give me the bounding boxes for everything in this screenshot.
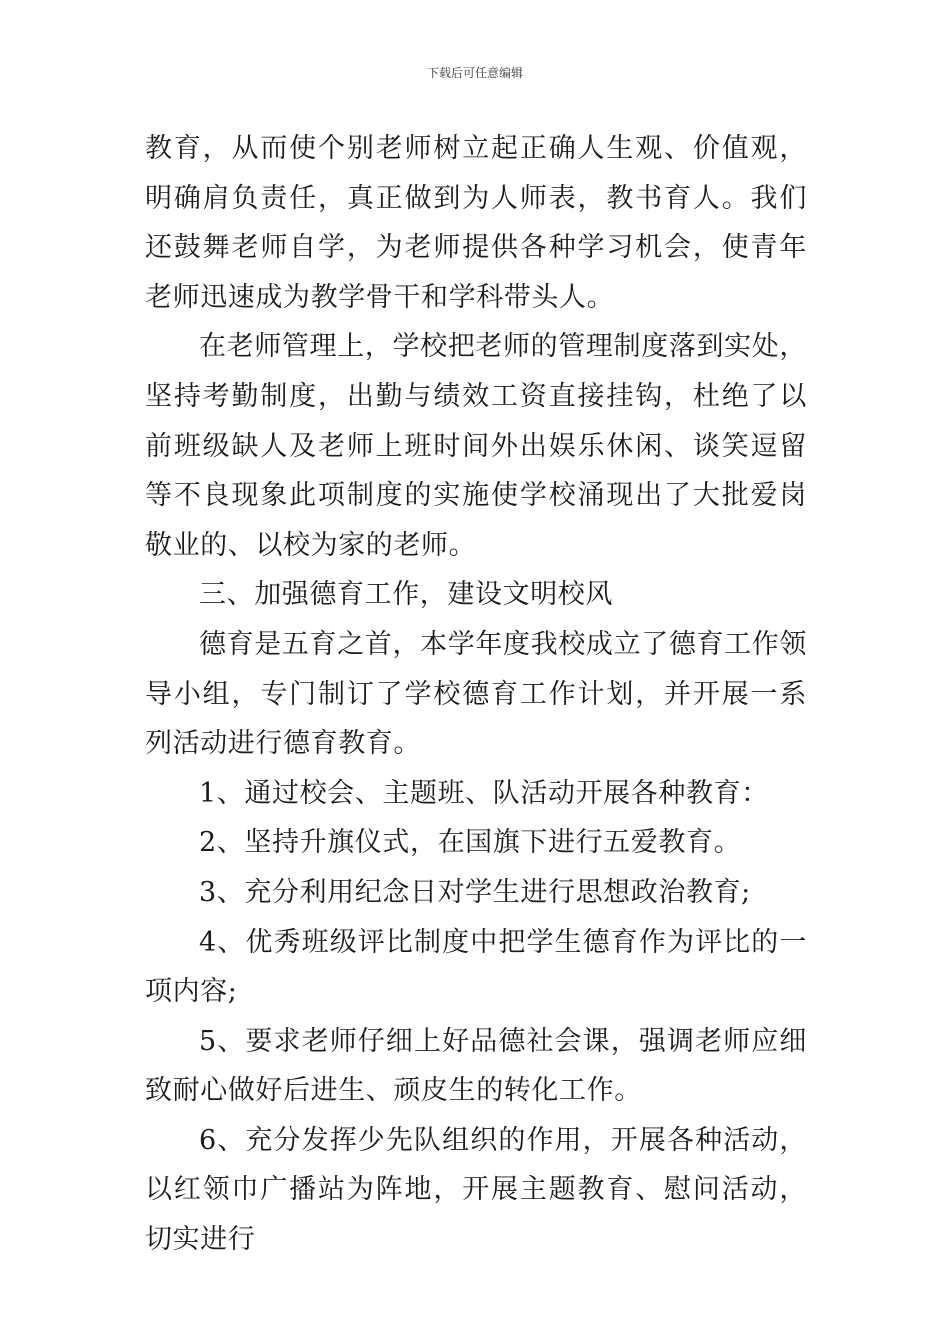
list-item-6: 6、充分发挥少先队组织的作用，开展各种活动，以红领巾广播站为阵地，开展主题教育、慰问活动，切实进行 (145, 1124, 807, 1256)
paragraph-2: 在老师管理上，学校把老师的管理制度落到实处，坚持考勤制度，出勤与绩效工资直接挂钩，杜绝了以前班级缺人及老师上班时间外出娱乐休闲、谈笑逗留等不良现象此项制度的实施使学校涌现出了大批爱岗敬业的、以校为家的老师。 (145, 331, 807, 561)
list-item-3: 3、充分利用纪念日对学生进行思想政治教育; (199, 876, 751, 908)
list-item-1: 1、通过校会、主题班、队活动开展各种教育： (199, 777, 769, 809)
paragraph-1: 教育，从而使个别老师树立起正确人生观、价值观，明确肩负责任，真正做到为人师表，教书育人。我们还鼓舞老师自学，为老师提供各种学习机会，使青年老师迅速成为教学骨干和学科带头人。 (145, 133, 807, 313)
paragraph-3: 德育是五育之首，本学年度我校成立了德育工作领导小组，专门制订了学校德育工作计划，并开展一系列活动进行德育教育。 (145, 628, 807, 760)
page-header: 下载后可任意编辑 (426, 66, 523, 80)
list-item-2: 2、坚持升旗仪式，在国旗下进行五爱教育。 (199, 827, 742, 859)
list-item-5: 5、要求老师仔细上好品德社会课，强调老师应细致耐心做好后进生、顽皮生的转化工作。 (145, 1025, 807, 1107)
section-heading: 三、加强德育工作，建设文明校风 (199, 579, 613, 611)
document-body (145, 124, 807, 1265)
list-item-4: 4、优秀班级评比制度中把学生德育作为评比的一项内容; (145, 926, 807, 1008)
